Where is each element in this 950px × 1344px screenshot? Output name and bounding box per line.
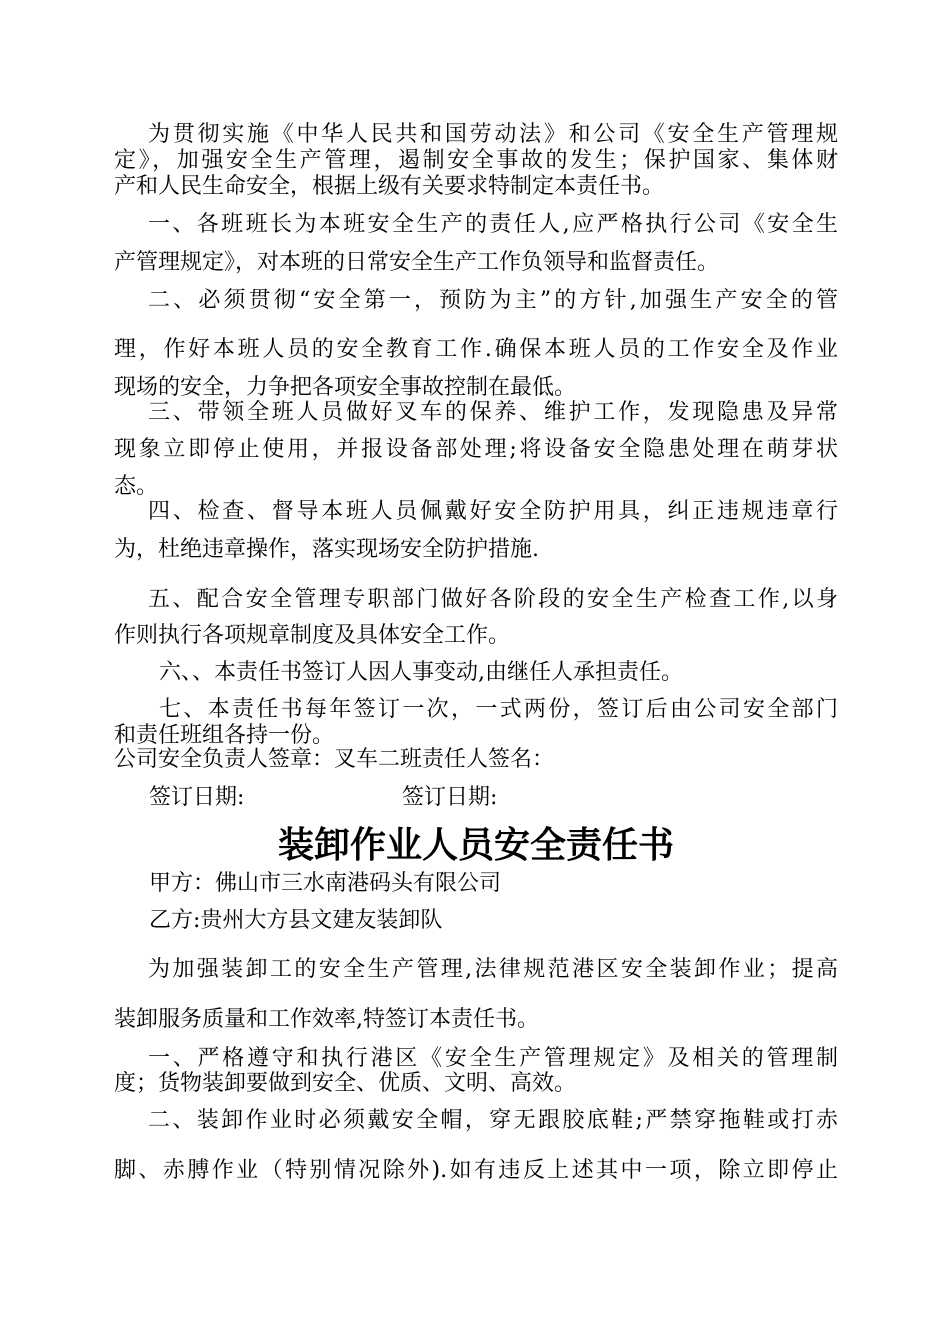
- party-b: 乙方:贵州大方县文建友装卸队: [149, 908, 443, 933]
- clause-4-line: 为，杜绝违章操作，落实现场安全防护措施.: [114, 537, 539, 562]
- signature-line: 公司安全负责人签章：叉车二班责任人签名：: [114, 747, 555, 772]
- clause-1-line: 一、严格遵守和执行港区《安全生产管理规定》及相关的管理制: [148, 1046, 838, 1071]
- clause-2-line: 二、装卸作业时必须戴安全帽，穿无跟胶底鞋;严禁穿拖鞋或打赤: [148, 1108, 838, 1133]
- intro-line: 产和人民生命安全，根据上级有关要求特制定本责任书。: [114, 174, 665, 199]
- sign-date-left: 签订日期:: [149, 785, 245, 810]
- clause-3-line: 三、带领全班人员做好叉车的保养、维护工作，发现隐患及异常: [148, 400, 838, 425]
- intro-line: 为加强装卸工的安全生产管理,法律规范港区安全装卸作业；提高: [148, 957, 838, 982]
- intro-line: 定》，加强安全生产管理，遏制安全事故的发生；保护国家、集体财: [114, 148, 838, 173]
- clause-2-line: 脚、赤膊作业（特别情况除外).如有违反上述其中一项，除立即停止: [114, 1158, 838, 1183]
- document-title: 装卸作业人员安全责任书: [277, 825, 674, 866]
- clause-2-line: 理，作好本班人员的安全教育工作.确保本班人员的工作安全及作业: [114, 337, 838, 362]
- clause-2-line: 二、必须贯彻“安全第一，预防为主”的方针,加强生产安全的管: [148, 288, 838, 313]
- party-a: 甲方：佛山市三水南港码头有限公司: [149, 871, 502, 896]
- clause-3-line: 现象立即停止使用，并报设备部处理;将设备安全隐患处理在萌芽状: [114, 437, 838, 462]
- clause-1-line: 产管理规定》，对本班的日常安全生产工作负领导和监督责任。: [114, 250, 720, 275]
- clause-5-line: 作则执行各项规章制度及具体安全工作。: [114, 623, 511, 648]
- clause-5-line: 五、配合安全管理专职部门做好各阶段的安全生产检查工作,以身: [148, 587, 838, 612]
- clause-1-line: 一、各班班长为本班安全生产的责任人,应严格执行公司《安全生: [148, 212, 838, 237]
- clause-4-line: 四、检查、督导本班人员佩戴好安全防护用具，纠正违规违章行: [148, 499, 838, 524]
- clause-2-line: 现场的安全，力争把各项安全事故控制在最低。: [114, 375, 577, 400]
- clause-6-line: 六、、本责任书签订人因人事变动,由继任人承担责任。: [159, 660, 683, 685]
- intro-line: 为贯彻实施《中华人民共和国劳动法》和公司《安全生产管理规: [148, 122, 838, 147]
- intro-line: 装卸服务质量和工作效率,特签订本责任书。: [114, 1007, 539, 1032]
- sign-date-right: 签订日期:: [402, 785, 498, 810]
- clause-7-line: 和责任班组各持一份。: [114, 723, 335, 748]
- clause-3-line: 态。: [114, 474, 159, 499]
- clause-1-line: 度；货物装卸要做到安全、优质、文明、高效。: [114, 1071, 577, 1096]
- clause-7-line: 七、本责任书每年签订一次，一式两份，签订后由公司安全部门: [159, 697, 838, 722]
